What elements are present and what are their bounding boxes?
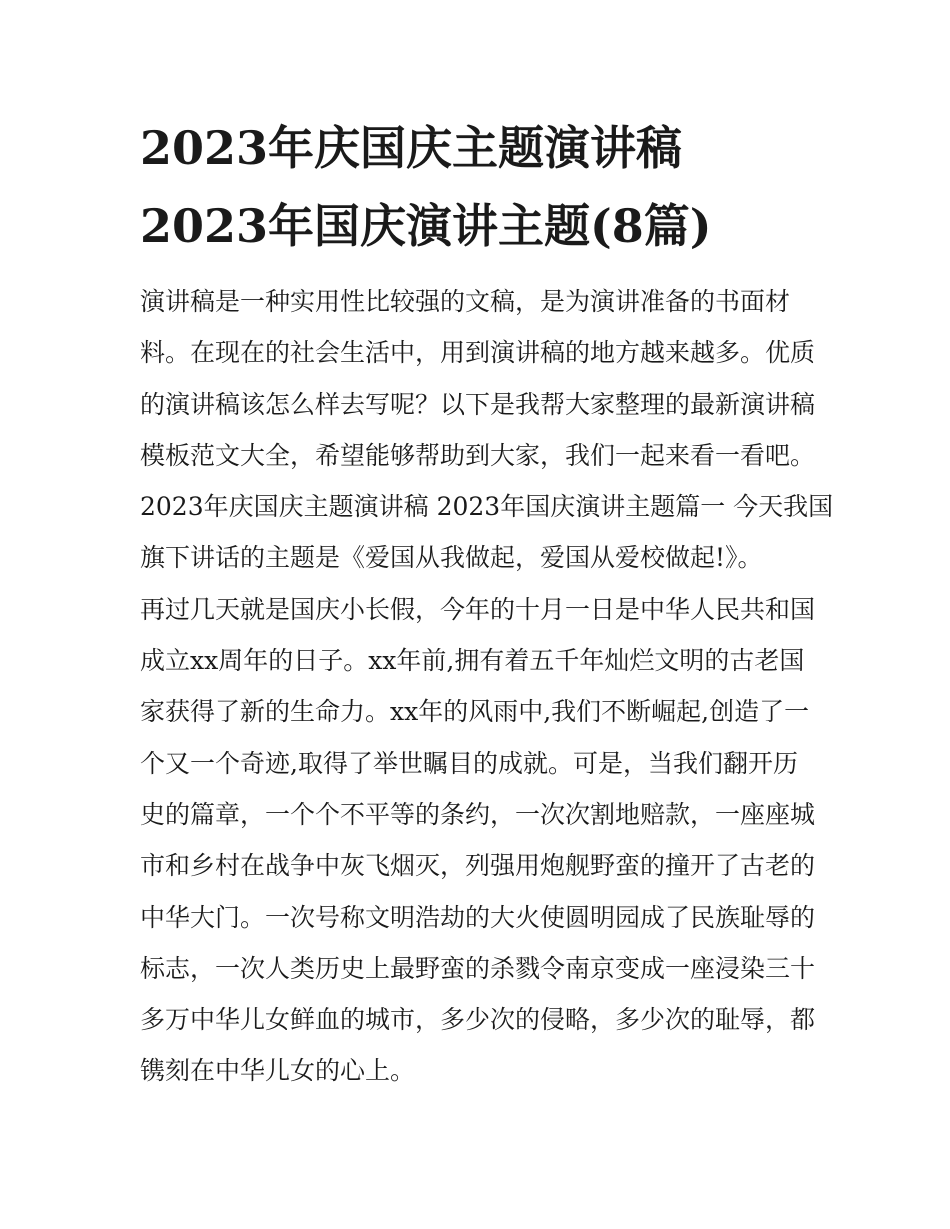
body-line: 多万中华儿女鲜血的城市，多少次的侵略，多少次的耻辱，都	[140, 1005, 816, 1035]
body-line: 中华大门。一次号称文明浩劫的大火使圆明园成了民族耻辱的	[140, 902, 816, 932]
body-line: 史的篇章，一个个不平等的条约，一次次割地赔款，一座座城	[140, 799, 816, 829]
body-line: 演讲稿是一种实用性比较强的文稿，是为演讲准备的书面材	[140, 287, 791, 316]
body-line: 再过几天就是国庆小长假，今年的十月一日是中华人民共和国	[140, 594, 816, 624]
body-line: 模板范文大全，希望能够帮助到大家，我们一起来看一看吧。	[140, 440, 816, 470]
body-line: 的演讲稿该怎么样去写呢？以下是我帮大家整理的最新演讲稿	[140, 389, 816, 419]
document-title-line-1: 2023年庆国庆主题演讲稿	[140, 121, 683, 175]
body-line: 家获得了新的生命力。xx年的风雨中,我们不断崛起,创造了一	[140, 697, 810, 727]
body-line: 旗下讲话的主题是《爱国从我做起，爱国从爱校做起!》。	[140, 543, 763, 573]
body-line: 成立xx周年的日子。xx年前,拥有着五千年灿烂文明的古老国	[140, 646, 805, 676]
body-line: 镌刻在中华儿女的心上。	[140, 1056, 416, 1086]
body-line: 标志，一次人类历史上最野蛮的杀戮令南京变成一座浸染三十	[140, 953, 816, 983]
body-line: 市和乡村在战争中灰飞烟灭，列强用炮舰野蛮的撞开了古老的	[140, 851, 816, 881]
document-body	[140, 280, 834, 1101]
body-line: 个又一个奇迹,取得了举世瞩目的成就。可是，当我们翻开历	[140, 748, 798, 778]
document-title-line-2: 2023年国庆演讲主题(8篇)	[140, 199, 712, 253]
body-line: 2023年庆国庆主题演讲稿 2023年国庆演讲主题篇一 今天我国	[140, 492, 834, 522]
body-line: 料。在现在的社会生活中，用到演讲稿的地方越来越多。优质	[140, 338, 816, 368]
